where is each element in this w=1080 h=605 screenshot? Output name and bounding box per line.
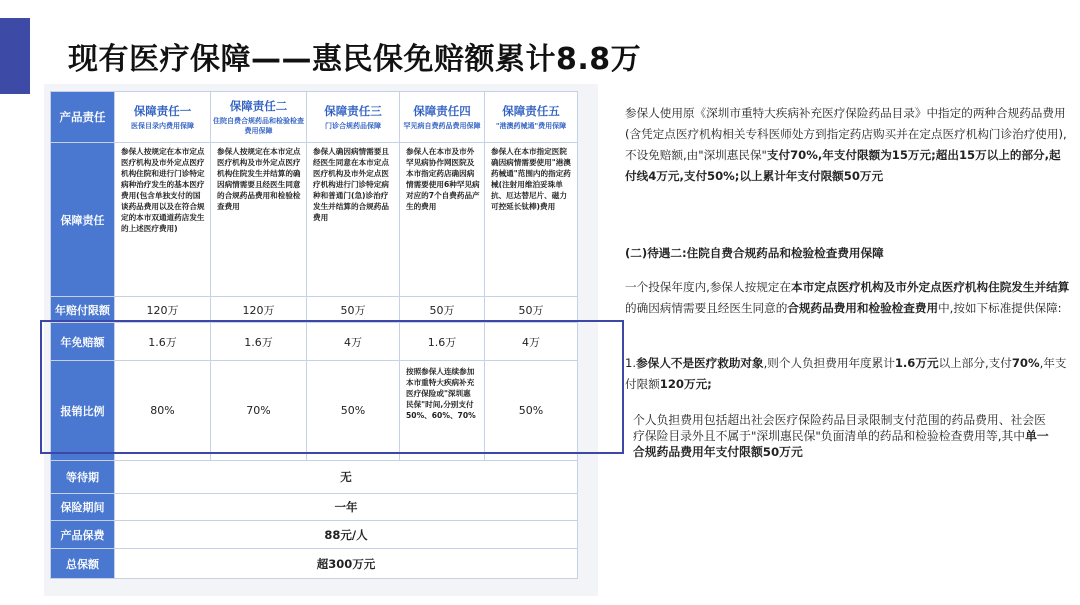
insurance-table xyxy=(50,91,578,579)
table-cell: 80% xyxy=(115,361,211,461)
paragraph-note: 个人负担费用包括超出社会医疗保险药品目录限制支付范围的药品费用、社会医疗保险目录外且不属于"深圳惠民保"负面清单的药品和检验检查费用等,其中单一合规药品费用年支付限额50万元 xyxy=(633,413,1049,459)
row-label: 年赔付限额 xyxy=(51,297,115,323)
table-header-row xyxy=(51,92,578,143)
table-cell: 无 xyxy=(115,461,578,494)
table-cell: 88元/人 xyxy=(115,521,578,549)
paragraph-drug-coverage: 参保人使用原《深圳市重特大疾病补充医疗保险药品目录》中指定的两种合规药品费用(含凭定点医疗机构相关专科医师处方到指定药店购买并在定点医疗机构门诊治疗使用),不设免赔额,由"深圳惠民保"支付70%,年支付限额为15万元;超出15万以上的部分,起付线4万元,支付50%;以上累计年支付限额50万元 xyxy=(625,106,1067,183)
row-label: 保险期间 xyxy=(51,494,115,521)
table-cell: 50% xyxy=(307,361,400,461)
table-cell: 参保人在本市及市外罕见病协作网医院及本市指定药店确因病情需要使用6种罕见病对应的7个自费药品产生的费用 xyxy=(400,143,485,297)
row-label: 产品保费 xyxy=(51,521,115,549)
corner-label: 产品责任 xyxy=(51,92,115,143)
table-cell: 120万 xyxy=(115,297,211,323)
row-label: 保障责任 xyxy=(51,143,115,297)
table-cell: 70% xyxy=(211,361,307,461)
paragraph-inpatient-coverage: 一个投保年度内,参保人按规定在本市定点医疗机构及市外定点医疗机构住院发生并结算的确因病情需要且经医生同意的合规药品费用和检验检查费用中,按如下标准提供保障: xyxy=(625,280,1070,315)
table-cell: 超300万元 xyxy=(115,549,578,579)
column-header: 保障责任一 医保目录内费用保障 xyxy=(115,92,211,143)
row-label: 总保额 xyxy=(51,549,115,579)
table-row xyxy=(51,361,578,461)
column-header: 保障责任二 住院自费合规药品和检验检查费用保障 xyxy=(211,92,307,143)
table-cell: 一年 xyxy=(115,494,578,521)
page-title: 现有医疗保障——惠民保免赔额累计8.8万 xyxy=(68,42,642,77)
table-cell: 4万 xyxy=(307,323,400,361)
table-row xyxy=(51,143,578,297)
table-cell: 50万 xyxy=(400,297,485,323)
table-cell: 参保人按规定在本市定点医疗机构及市外定点医疗机构住院和进行门诊特定病种治疗发生的基本医疗费用(包含单独支付的国谈药品费用以及在符合规定的本市双通道药店发生的上述医疗费用) xyxy=(115,143,211,297)
table-cell: 50% xyxy=(485,361,578,461)
column-header: 保障责任五 "港澳药械通"费用保障 xyxy=(485,92,578,143)
table-row xyxy=(51,461,578,494)
table-cell: 50万 xyxy=(485,297,578,323)
accent-bar xyxy=(0,18,30,94)
table-row xyxy=(51,494,578,521)
table-cell: 4万 xyxy=(485,323,578,361)
table-cell: 1.6万 xyxy=(400,323,485,361)
table-row xyxy=(51,521,578,549)
section-heading: (二)待遇二:住院自费合规药品和检验检查费用保障 xyxy=(625,246,884,260)
insurance-table-panel xyxy=(44,84,598,596)
table-row xyxy=(51,549,578,579)
table-cell: 参保人在本市指定医院确因病情需要使用"港澳药械通"范围内的指定药械(注射用维泊妥珠单抗、厄达替尼片、磁力可控延长钛棒)费用 xyxy=(485,143,578,297)
paragraph-condition-1: 1.参保人不是医疗救助对象,则个人负担费用年度累计1.6万元以上部分,支付70%,年支付限额120万元; xyxy=(625,356,1067,391)
table-row xyxy=(51,297,578,323)
row-label: 年免赔额 xyxy=(51,323,115,361)
table-cell: 1.6万 xyxy=(115,323,211,361)
table-cell: 参保人确因病情需要且经医生同意在本市定点医疗机构及市外定点医疗机构进行门诊特定病种和普通门(急)诊治疗发生并结算的合规药品费用 xyxy=(307,143,400,297)
row-label: 等待期 xyxy=(51,461,115,494)
column-header: 保障责任四 罕见病自费药品费用保障 xyxy=(400,92,485,143)
row-label: 报销比例 xyxy=(51,361,115,461)
table-cell: 按照参保人连续参加本市重特大疾病补充医疗保险或"深圳惠民保"时间,分别支付50%、60%、70% xyxy=(400,361,485,461)
table-row xyxy=(51,323,578,361)
column-header: 保障责任三 门诊合规药品保障 xyxy=(307,92,400,143)
table-cell: 50万 xyxy=(307,297,400,323)
table-cell: 1.6万 xyxy=(211,323,307,361)
table-cell: 参保人按规定在本市定点医疗机构及市外定点医疗机构住院发生并结算的确因病情需要且经医生同意的合规药品费用和检验检查费用 xyxy=(211,143,307,297)
table-cell: 120万 xyxy=(211,297,307,323)
